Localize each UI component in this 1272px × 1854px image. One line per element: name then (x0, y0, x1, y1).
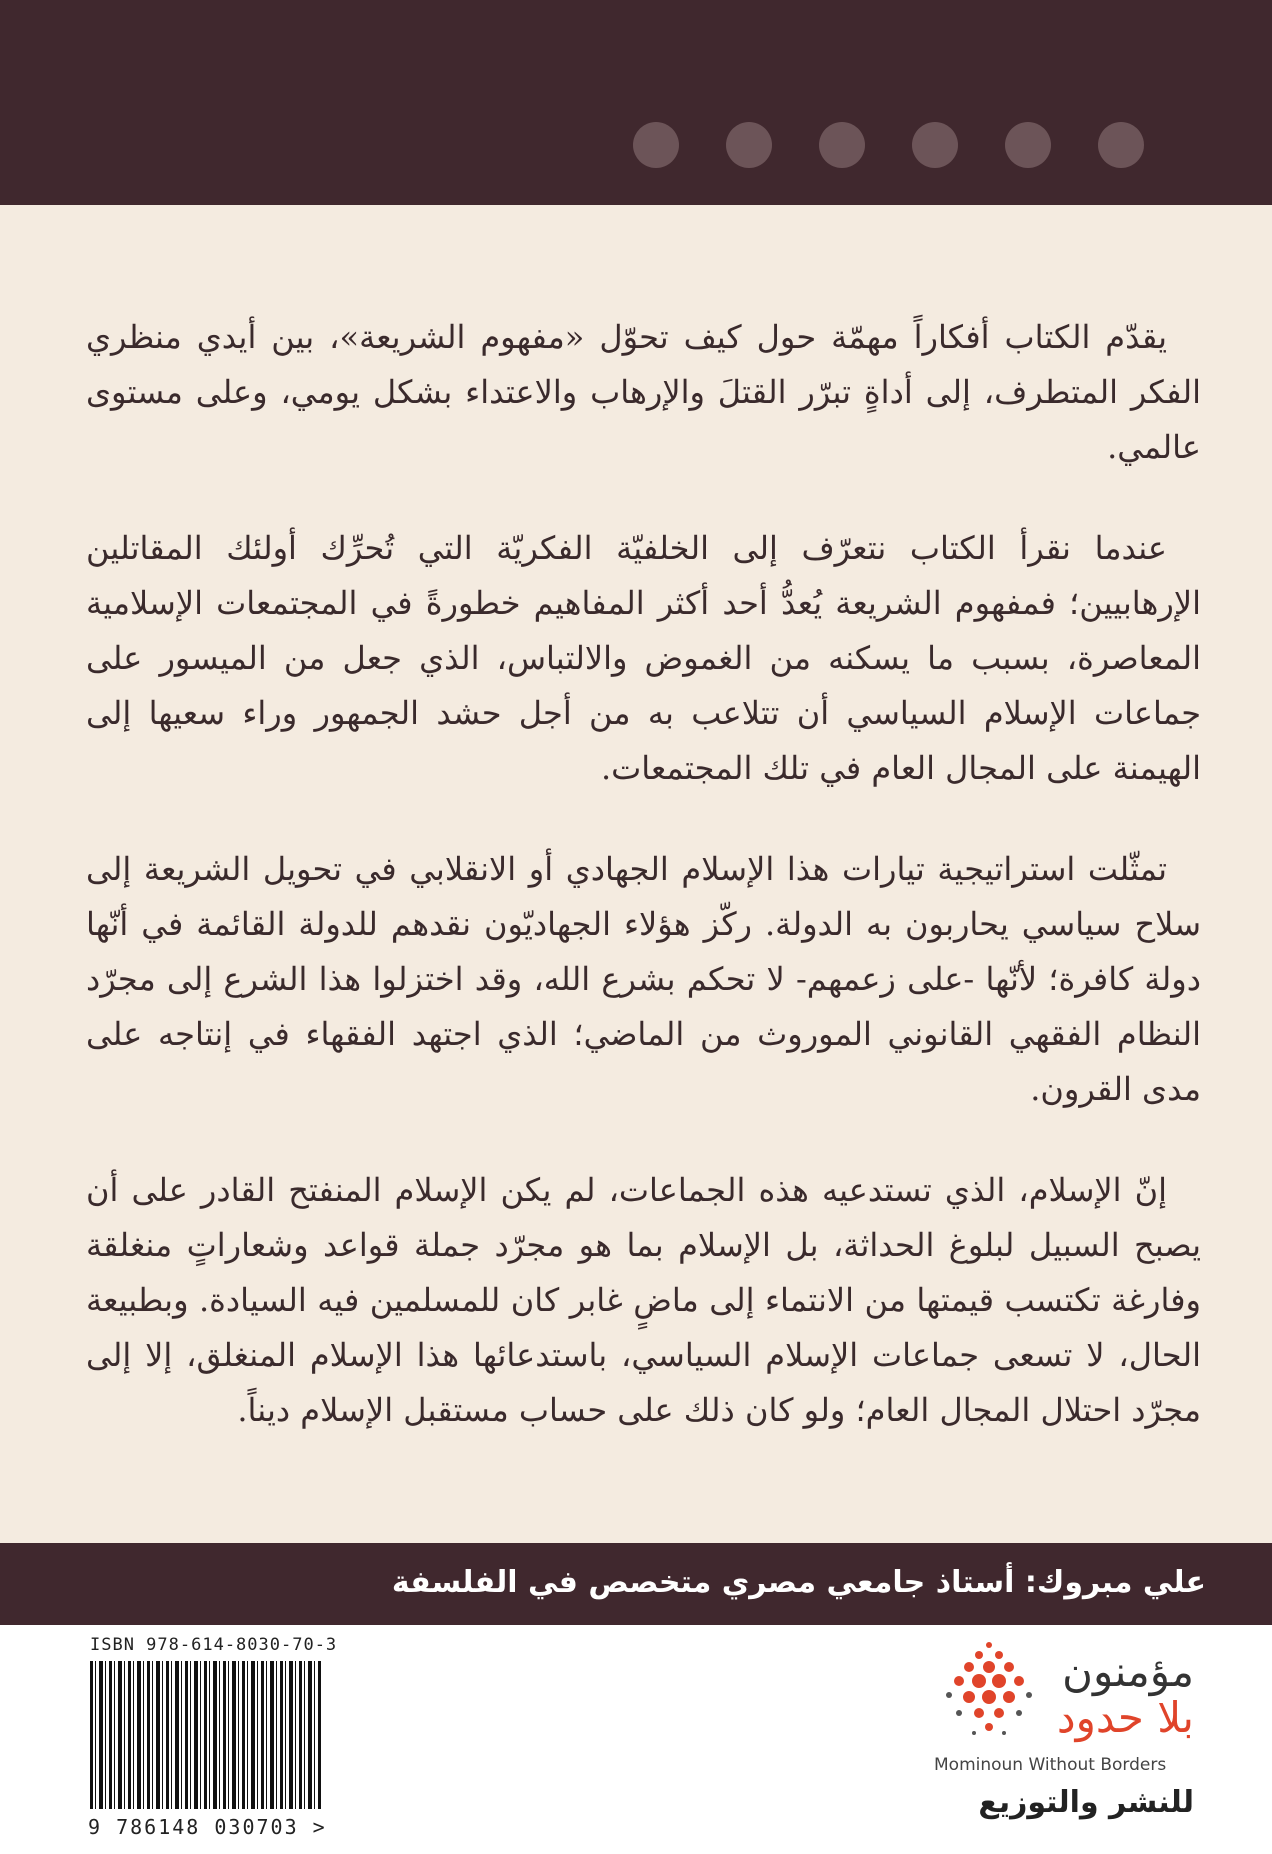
dot (1098, 122, 1144, 168)
publisher-logo-icon (934, 1635, 1044, 1745)
blurb-paragraph: إنّ الإسلام، الذي تستدعيه هذه الجماعات، لم يكن الإسلام المنفتح القادر على أن يصبح السبيل لبلوغ الحداثة، بل الإسلام بما هو مجرّد جملة قواعد وشعاراتٍ منغلقة وفارغة تكتسب قيمتها من الانتماء إلى ماضٍ غابر كان للمسلمين فيه السيادة. وبطبيعة الحال، لا تسعى جماعات الإسلام السياسي، باستدعائها هذا الإسلام المنغلق، إلا إلى مجرّد احتلال المجال العام؛ ولو كان ذلك على حساب مستقبل الإسلام ديناً. (86, 1171, 1201, 1429)
publisher-name-arabic-1: مؤمنون (1062, 1647, 1194, 1696)
blurb-paragraph: عندما نقرأ الكتاب نتعرّف إلى الخلفيّة الفكريّة التي تُحرِّك أولئك المقاتلين الإرهابيين؛ فمفهوم الشريعة يُعدُّ أحد أكثر المفاهيم خطورةً في المجتمعات الإسلامية المعاصرة، بسبب ما يسكنه من الغموض والالتباس، الذي جعل من الميسور على جماعات الإسلام السياسي أن تتلاعب به من أجل حشد الجمهور وراء سعيها إلى الهيمنة على المجال العام في تلك المجتمعات. (86, 529, 1201, 787)
publisher-name-english: Mominoun Without Borders (934, 1755, 1167, 1775)
blurb-paragraph: يقدّم الكتاب أفكاراً مهمّة حول كيف تحوّل «مفهوم الشريعة»، بين أيدي منظري الفكر المتطرف، إلى أداةٍ تبرّر القتلَ والإرهاب والاعتداء بشكل يومي، وعلى مستوى عالمي. (86, 318, 1201, 466)
back-cover-blurb (86, 310, 1201, 1484)
publisher-logo (934, 1635, 1204, 1845)
decorative-dots (633, 122, 1144, 168)
dot (1005, 122, 1051, 168)
dot (726, 122, 772, 168)
author-band (0, 1543, 1272, 1625)
isbn-label: ISBN 978-614-8030-70-3 (90, 1635, 338, 1655)
barcode (90, 1661, 322, 1809)
top-band (0, 0, 1272, 205)
author-line: علي مبروك: أستاذ جامعي مصري متخصص في الفلسفة (391, 1565, 1206, 1600)
bottom-area (0, 1625, 1272, 1854)
dot (912, 122, 958, 168)
dot (633, 122, 679, 168)
barcode-number: 9 786148 030703 > (88, 1815, 327, 1839)
publisher-tagline: للنشر والتوزيع (978, 1785, 1194, 1820)
publisher-name-arabic-2: بلا حدود (1056, 1693, 1194, 1742)
blurb-paragraph: تمثّلت استراتيجية تيارات هذا الإسلام الجهادي أو الانقلابي في تحويل الشريعة إلى سلاح سياسي يحاربون به الدولة. ركّز هؤلاء الجهاديّون نقدهم للدولة القائمة في أنّها دولة كافرة؛ لأنّها -على زعمهم- لا تحكم بشرع الله، وقد اختزلوا هذا الشرع إلى مجرّد النظام الفقهي القانوني الموروث من الماضي؛ الذي اجتهد الفقهاء في إنتاجه على مدى القرون. (86, 850, 1201, 1108)
dot (819, 122, 865, 168)
